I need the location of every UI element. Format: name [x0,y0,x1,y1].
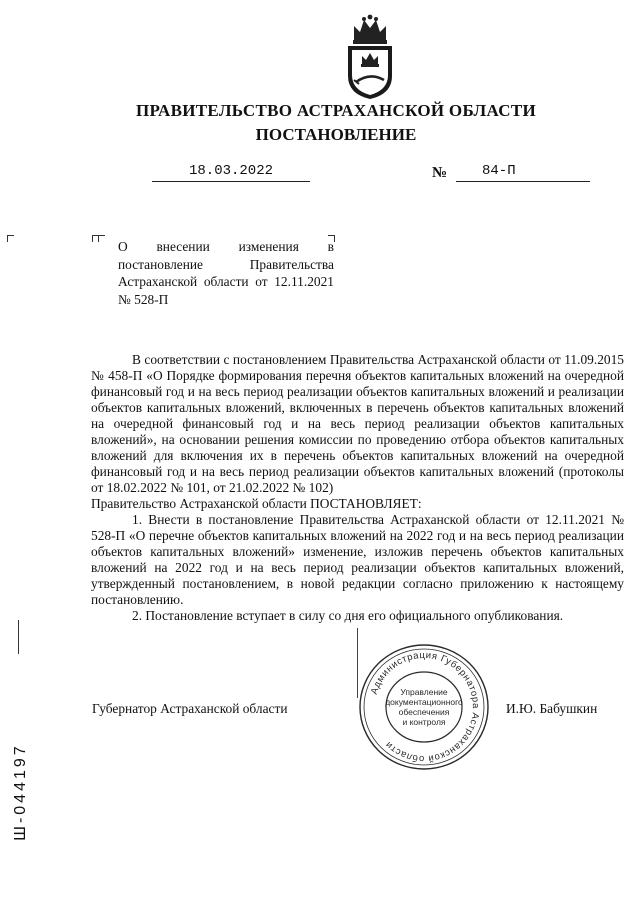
margin-corner-mark [7,235,14,242]
decree-date: 18.03.2022 [152,163,310,182]
stamp-center-line: обеспечения [398,707,450,717]
item-2-paragraph: 2. Постановление вступает в силу со дня его официального опубликования. [132,608,564,623]
astrakhan-coat-of-arms-icon [340,14,400,100]
resolves-line: Правительство Астраханской области ПОСТАНОВЛЯЕТ: [91,496,422,511]
signatory-role: Губернатор Астраханской области [92,701,288,716]
subject-corner-mark [98,235,105,242]
form-serial-code: Ш-044197 [12,743,29,841]
preamble-paragraph: В соответствии с постановлением Правительства Астраханской области от 11.09.2015 № 458-П «О Порядке формирования перечня объектов капитальных вложений на очередной финансовый год и на весь период реализации объектов капитальных вложений и реализации объектов капитальных вложений, включенных в перечень объектов капитальных вложений на очередной финансовый год и на весь период реализации объектов капитальных вложений», на основании решения комиссии по проведению отбора объектов капитальных вложений для включения их в перечень объектов капитальных вложений на очередной финансовый год и на весь период реализации объектов капитальных вложений (протоколы от 18.02.2022 № 101, от 21.02.2022 № 102) [91,352,624,495]
official-stamp [352,642,496,772]
document-type: ПОСТАНОВЛЕНИЕ [255,125,417,144]
signatory-name: И.Ю. Бабушкин [506,701,598,716]
stamp-center-line: и контроля [402,717,446,727]
decree-body [91,352,624,624]
stamp-ring-text: Администрация Губернатора Астраханской области [368,649,482,765]
margin-bar [18,620,19,654]
stamp-center-line: документационного [385,697,463,707]
decree-number: 84-П [456,163,590,182]
government-title: ПРАВИТЕЛЬСТВО АСТРАХАНСКОЙ ОБЛАСТИ [136,101,536,120]
stamp-center-line: Управление [400,687,448,697]
decree-subject: О внесении изменения в постановление Правительства Астраханской области от 12.11.2021 № 528-П [118,239,334,307]
number-sign: № [432,165,448,181]
item-1-paragraph: 1. Внести в постановление Правительства Астраханской области от 12.11.2021 № 528-П «О перечне объектов капитальных вложений на 2022 год и на весь период реализации объектов капитальных вложений» изменение, изложив перечень объектов капитальных вложений на 2022 год и на весь период реализации объектов капитальных вложений, утвержденный постановлением, в новой редакции согласно приложению к настоящему постановлению. [91,512,624,607]
